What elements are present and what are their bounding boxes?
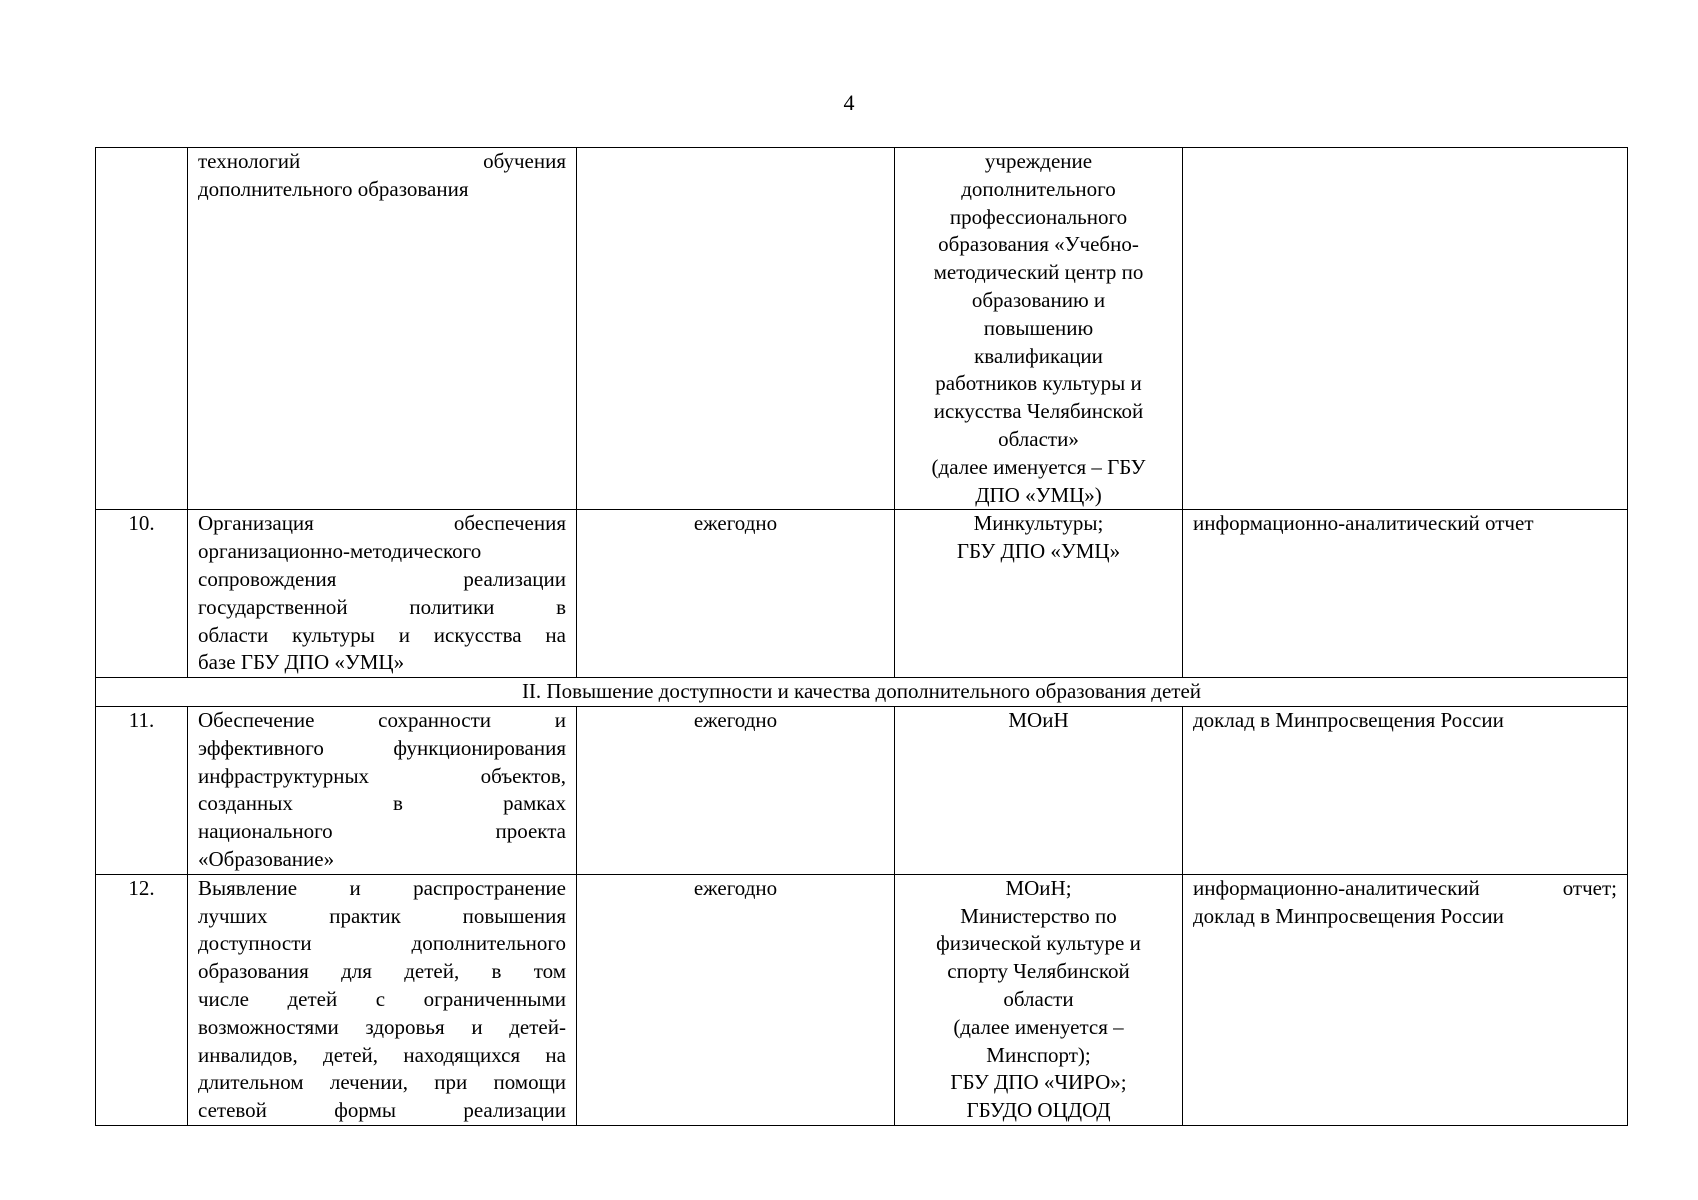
activity-description: Выявление и распространение лучших практик повышения доступности дополнительного образования для детей, в том числе детей с ограниченными возможностями здоровья и детей- инвалидов, детей, находящихся на длительном лечении, при помощи сетевой формы реализации [188,874,577,1125]
row-number: 10. [96,510,188,678]
table-row [96,874,1628,1125]
activity-description: технологий обучения дополнительного образования [188,148,577,510]
row-number [96,148,188,510]
plan-table [95,147,1628,1126]
activity-description: Обеспечение сохранности и эффективного функционирования инфраструктурных объектов, созданных в рамках национального проекта «Образование» [188,706,577,874]
responsible-cell: Минкультуры; ГБУ ДПО «УМЦ» [895,510,1183,678]
responsible-cell: учреждение дополнительного профессионального образования «Учебно- методический центр по образованию и повышению квалификации работников культуры и искусства Челябинской области» (далее именуется – ГБУ ДПО «УМЦ») [895,148,1183,510]
responsible-cell: МОиН [895,706,1183,874]
result-cell: доклад в Минпросвещения России [1183,706,1628,874]
result-cell: информационно-аналитический отчет; доклад в Минпросвещения России [1183,874,1628,1125]
table-row [96,148,1628,510]
result-cell [1183,148,1628,510]
table-row [96,510,1628,678]
responsible-cell: МОиН; Министерство по физической культуре и спорту Челябинской области (далее именуется – Минспорт); ГБУ ДПО «ЧИРО»; ГБУДО ОЦДОД [895,874,1183,1125]
section-row [96,678,1628,707]
deadline-cell [577,148,895,510]
page-number: 4 [843,90,855,115]
result-cell: информационно-аналитический отчет [1183,510,1628,678]
section-title: II. Повышение доступности и качества дополнительного образования детей [96,678,1628,707]
deadline-cell: ежегодно [577,510,895,678]
row-number: 12. [96,874,188,1125]
row-number: 11. [96,706,188,874]
activity-description: Организация обеспечения организационно-методического сопровождения реализации государственной политики в области культуры и искусства на базе ГБУ ДПО «УМЦ» [188,510,577,678]
deadline-cell: ежегодно [577,706,895,874]
deadline-cell: ежегодно [577,874,895,1125]
table-row [96,706,1628,874]
